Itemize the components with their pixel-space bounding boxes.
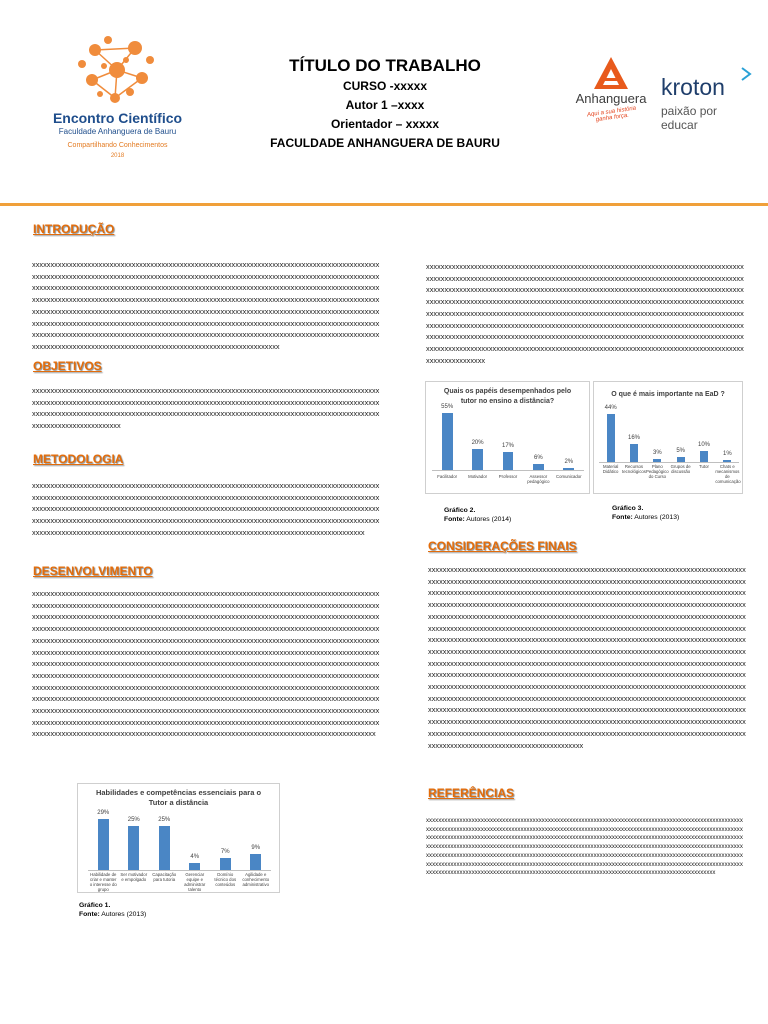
chart-bar: [653, 459, 661, 462]
chart-bar: [607, 414, 615, 462]
bar-value-label: 6%: [534, 454, 543, 461]
grafico-2-caption: [444, 506, 511, 524]
category-label: Tutor: [699, 464, 709, 469]
bar-value-label: 10%: [697, 442, 710, 448]
bar-value-label: 55%: [441, 404, 454, 411]
category-label: Chats e mecanismos de comunicação: [715, 464, 741, 484]
logo-year: 2018: [110, 153, 125, 159]
category-label: Domínio técnico dos conteúdos: [214, 872, 237, 887]
header-divider: [0, 203, 768, 206]
metodologia-text: xxxxxxxxxxxxxxxxxxxxxxxxxxxxxxxxxxxxxxxxxxxxxxxxxxxxxxxxxxxxxxxxxxxxxxxxxxxxxxxxxxxxxxxxxxxxxxxxxxxxxxxxxxxxxxxxxxxxxxxxxxxxxxxxxxxxxxxxxxxxxxxxxxxxxxxxxxxxxxxxxxxxxxxxxxxxxxxxxxxxxxxxxxxxxxxxxxxxxxxxxxxxxxxxxxxxxxxxxxxxxxxxxxxxxxxxxxxxxxxxxxxxxxxxxxxxxxxxxxxxxxxxxxxxxxxxxxxxxxxxxxxxxxxxxxxxxxxxxxxxxxxxxxxxxxxxxxxxxxxxxxxxxxxxxxxxxxxxxxxxxxxxxxxxxxxxxxxxxxxxxxxxxxxxxxxxxxxxxxxxxxxxxxxxxxxxxxxxxxxxxxxxxxxxxxxxxxxxxxxxxxxxxxxxxxxxxxxxxxxxxxxxxxxxxxxxxxxxxxxxxxxxxx: [32, 481, 380, 537]
category-label: Professor: [498, 474, 518, 479]
grafico-3-chart: [593, 381, 743, 494]
bar-value-label: 1%: [722, 451, 732, 457]
logo-title: Encontro Científico: [52, 110, 183, 126]
chart-bar: [630, 444, 638, 462]
grafico-3-source: Fonte: Autores (2013): [612, 514, 680, 521]
chart-bar: [700, 451, 708, 462]
category-label: Recursos tecnológicos: [622, 464, 646, 474]
grafico-1-caption: [79, 901, 146, 919]
grafico-2-chart: [425, 381, 590, 494]
category-label: Agilidade e conhecimento administrativo: [242, 872, 270, 887]
introducao-heading: INTRODUÇÃO: [33, 222, 115, 236]
bar-value-label: 25%: [158, 816, 171, 823]
desenvolvimento-text: xxxxxxxxxxxxxxxxxxxxxxxxxxxxxxxxxxxxxxxxxxxxxxxxxxxxxxxxxxxxxxxxxxxxxxxxxxxxxxxxxxxxxxxxxxxxxxxxxxxxxxxxxxxxxxxxxxxxxxxxxxxxxxxxxxxxxxxxxxxxxxxxxxxxxxxxxxxxxxxxxxxxxxxxxxxxxxxxxxxxxxxxxxxxxxxxxxxxxxxxxxxxxxxxxxxxxxxxxxxxxxxxxxxxxxxxxxxxxxxxxxxxxxxxxxxxxxxxxxxxxxxxxxxxxxxxxxxxxxxxxxxxxxxxxxxxxxxxxxxxxxxxxxxxxxxxxxxxxxxxxxxxxxxxxxxxxxxxxxxxxxxxxxxxxxxxxxxxxxxxxxxxxxxxxxxxxxxxxxxxxxxxxxxxxxxxxxxxxxxxxxxxxxxxxxxxxxxxxxxxxxxxxxxxxxxxxxxxxxxxxxxxxxxxxxxxxxxxxxxxxxxxxxxxxxxxxxxxxxxxxxxxxxxxxxxxxxxxxxxxxxxxxxxxxxxxxxxxxxxxxxxxxxxxxxxxxxxxxxxxxxxxxxxxxxxxxxxxxxxxxxxxxxxxxxxxxxxxxxxxxxxxxxxxxxxxxxxxxxxxxxxxxxxxxxxxxxxxxxxxxxxxxxxxxxxxxxxxxxxxxxxxxxxxxxxxxxxxxxxxxxxxxxxxxxxxxxxxxxxxxxxxxxxxxxxxxxxxxxxxxxxxxxxxxxxxxxxxxxxxxxxxxxxxxxxxxxxxxxxxxxxxxxxxxxxxxxxxxxxxxxxxxxxxxxxxxxxxxxxxxxxxxxxxxxxxxxxxxxxxxxxxxxxxxxxxxxxxxxxxxxxxxxxxxxxxxxxxxxxxxxxxxxxxxxxxxxxxxxxxxxxxxxxxxxxxxxxxxxxxxxxxxxxxxxxxxxxxxxxxxxxxxxxxxxxxxxxxxxxxxxxxxxxxxxxxxxxxxxxxxxxxxxxxxxxxxxxxxxxxxxxxxxxxxxxxxxxxxxxxxxxxxxxxxxxxxxxxxxxxxxxxxxxxxxxxxxxxxxxxxxxxxxxxxxxxxxxxxxxxxxxxxxxxxxxxxxxxxxxxxxxxxxxxxxxxxxxxxxxxxxxxxxxxxxxxxxxxxxxxxxxxxxxxxxxxxxxxxxxxxxxxxxxxxxxxxxxxxxxxxxxxxxxxxxxxxxxxxxxxxxxxxxxxxxxxxxxxxxxxxxxxxxxxxxxxxxxxxxxxxxxxxxxxxxxxxxxxxxxxx: [32, 589, 380, 739]
bar-value-label: 9%: [251, 845, 261, 852]
chart-bar: [533, 464, 544, 470]
chart-bar: [677, 457, 685, 463]
category-label: Capacitação para tutoria: [152, 872, 177, 882]
chart-bar: [128, 826, 139, 870]
grafico-1-chart: [77, 783, 280, 893]
introducao-text: xxxxxxxxxxxxxxxxxxxxxxxxxxxxxxxxxxxxxxxxxxxxxxxxxxxxxxxxxxxxxxxxxxxxxxxxxxxxxxxxxxxxxxxxxxxxxxxxxxxxxxxxxxxxxxxxxxxxxxxxxxxxxxxxxxxxxxxxxxxxxxxxxxxxxxxxxxxxxxxxxxxxxxxxxxxxxxxxxxxxxxxxxxxxxxxxxxxxxxxxxxxxxxxxxxxxxxxxxxxxxxxxxxxxxxxxxxxxxxxxxxxxxxxxxxxxxxxxxxxxxxxxxxxxxxxxxxxxxxxxxxxxxxxxxxxxxxxxxxxxxxxxxxxxxxxxxxxxxxxxxxxxxxxxxxxxxxxxxxxxxxxxxxxxxxxxxxxxxxxxxxxxxxxxxxxxxxxxxxxxxxxxxxxxxxxxxxxxxxxxxxxxxxxxxxxxxxxxxxxxxxxxxxxxxxxxxxxxxxxxxxxxxxxxxxxxxxxxxxxxxxxxxxxxxxxxxxxxxxxxxxxxxxxxxxxxxxxxxxxxxxxxxxxxxxxxxxxxxxxxxxxxxxxxxxxxxxxxxxxxxxxxxxxxxxxxxxxxxxxxxxxxxxxxxxxxxxxxxxxxxxxxxxxxxxxxxxxxxxxxxxxxxxxxxxxxxxxxxxxxxxxxxxxxxxxxxxxxxxxxxxxxxxxxxxxxxxxxxxxxxxxxxxxxxxxxxxxxxxxxxxxxxxxxxxxxxxxxxxxxxxxxxxxxxxxxxxxxxxxxxxxxx: [32, 260, 380, 351]
chart-bar: [723, 460, 731, 462]
metodologia-heading: METODOLOGIA: [33, 452, 124, 466]
chart-bar: [442, 413, 453, 470]
logo-tagline: Compartilhando Conhecimentos: [67, 142, 168, 149]
anhanguera-name: Anhanguera: [575, 91, 647, 106]
author-line: Autor 1 –xxxx: [345, 98, 425, 112]
anhanguera-slogan: Aqui a sua história ganha força.: [586, 105, 637, 124]
molecule-logo-icon: [30, 30, 205, 110]
bar-value-label: 20%: [471, 440, 484, 447]
chart-bar: [189, 863, 200, 870]
grafico-3-label: Gráfico 3.: [612, 505, 644, 512]
category-label: Grupos de discussão: [670, 464, 691, 474]
x-axis-line: [88, 870, 271, 871]
bar-value-label: 29%: [97, 809, 110, 816]
category-label: Gerenciar equipe e administrar talento: [184, 872, 206, 892]
chart-bar: [250, 854, 261, 870]
bar-value-label: 5%: [676, 447, 685, 454]
grafico-1-source: Fonte: Autores (2013): [79, 911, 147, 918]
chart-bar: [220, 858, 231, 870]
kroton-logo: [656, 66, 756, 132]
grafico-3-title: O que é mais importante na EaD ?: [611, 391, 725, 398]
referencias-heading: REFERÊNCIAS: [428, 786, 515, 800]
bar-value-label: 3%: [652, 449, 662, 456]
right-intro-text: xxxxxxxxxxxxxxxxxxxxxxxxxxxxxxxxxxxxxxxxxxxxxxxxxxxxxxxxxxxxxxxxxxxxxxxxxxxxxxxxxxxxxxxxxxxxxxxxxxxxxxxxxxxxxxxxxxxxxxxxxxxxxxxxxxxxxxxxxxxxxxxxxxxxxxxxxxxxxxxxxxxxxxxxxxxxxxxxxxxxxxxxxxxxxxxxxxxxxxxxxxxxxxxxxxxxxxxxxxxxxxxxxxxxxxxxxxxxxxxxxxxxxxxxxxxxxxxxxxxxxxxxxxxxxxxxxxxxxxxxxxxxxxxxxxxxxxxxxxxxxxxxxxxxxxxxxxxxxxxxxxxxxxxxxxxxxxxxxxxxxxxxxxxxxxxxxxxxxxxxxxxxxxxxxxxxxxxxxxxxxxxxxxxxxxxxxxxxxxxxxxxxxxxxxxxxxxxxxxxxxxxxxxxxxxxxxxxxxxxxxxxxxxxxxxxxxxxxxxxxxxxxxxxxxxxxxxxxxxxxxxxxxxxxxxxxxxxxxxxxxxxxxxxxxxxxxxxxxxxxxxxxxxxxxxxxxxxxxxxxxxxxxxxxxxxxxxxxxxxxxxxxxxxxxxxxxxxxxxxxxxxxxxxxxxxxxxxxxxxxxxxxxxxxxxxxxxxxxxxxxxxxxxxxxxxxxxxxxxxxxxxxxxxxxxxxxxxxxxxxxxxxxxxxxxxxxxxxxxxxxxxxxxxxxxxxxxxxxxxxxxxx: [426, 262, 744, 365]
category-label: Facilitador: [437, 474, 458, 479]
bar-value-label: 25%: [127, 816, 140, 823]
bar-value-label: 44%: [604, 404, 617, 411]
consideracoes-text: xxxxxxxxxxxxxxxxxxxxxxxxxxxxxxxxxxxxxxxxxxxxxxxxxxxxxxxxxxxxxxxxxxxxxxxxxxxxxxxxxxxxxxxxxxxxxxxxxxxxxxxxxxxxxxxxxxxxxxxxxxxxxxxxxxxxxxxxxxxxxxxxxxxxxxxxxxxxxxxxxxxxxxxxxxxxxxxxxxxxxxxxxxxxxxxxxxxxxxxxxxxxxxxxxxxxxxxxxxxxxxxxxxxxxxxxxxxxxxxxxxxxxxxxxxxxxxxxxxxxxxxxxxxxxxxxxxxxxxxxxxxxxxxxxxxxxxxxxxxxxxxxxxxxxxxxxxxxxxxxxxxxxxxxxxxxxxxxxxxxxxxxxxxxxxxxxxxxxxxxxxxxxxxxxxxxxxxxxxxxxxxxxxxxxxxxxxxxxxxxxxxxxxxxxxxxxxxxxxxxxxxxxxxxxxxxxxxxxxxxxxxxxxxxxxxxxxxxxxxxxxxxxxxxxxxxxxxxxxxxxxxxxxxxxxxxxxxxxxxxxxxxxxxxxxxxxxxxxxxxxxxxxxxxxxxxxxxxxxxxxxxxxxxxxxxxxxxxxxxxxxxxxxxxxxxxxxxxxxxxxxxxxxxxxxxxxxxxxxxxxxxxxxxxxxxxxxxxxxxxxxxxxxxxxxxxxxxxxxxxxxxxxxxxxxxxxxxxxxxxxxxxxxxxxxxxxxxxxxxxxxxxxxxxxxxxxxxxxxxxxxxxxxxxxxxxxxxxxxxxxxxxxxxxxxxxxxxxxxxxxxxxxxxxxxxxxxxxxxxxxxxxxxxxxxxxxxxxxxxxxxxxxxxxxxxxxxxxxxxxxxxxxxxxxxxxxxxxxxxxxxxxxxxxxxxxxxxxxxxxxxxxxxxxxxxxxxxxxxxxxxxxxxxxxxxxxxxxxxxxxxxxxxxxxxxxxxxxxxxxxxxxxxxxxxxxxxxxxxxxxxxxxxxxxxxxxxxxxxxxxxxxxxxxxxxxxxxxxxxxxxxxxxxxxxxxxxxxxxxxxxxxxxxxxxxxxxxxxxxxxxxxxxxxxxxxxxxxxxxxxxxxxxxxxxxxxxxxxxxxxxxxxxxxxxxxxxxxxxxxxxxxxxxxxxxxxxxxxxxxxxxxxxxxxxxxxxxxxxxxxxxxxxxxxxxxxxxxxxxxxxxxxxxxxxxxxxxxxxxxxxxxxxxxxxxxxxxxxxxxxxxxxxxxxxxxxxxxxxxxxxxxxxxxxxxxxxxxxxxxxxxxxxxxxxxxxxxxxxxxxxxxxxxxxxxxxxxxxxxxxxxxxxxxxxxxxxxxxxxxxxxxxxxxxxxxxxxxxxxxxxxxxxxxxxxxxxxxxxxxxxxxxxxxxxxxxxxxxxxxxxxxxxxxxxxx: [428, 565, 746, 750]
objetivos-heading: OBJETIVOS: [33, 359, 102, 373]
bar-value-label: 2%: [564, 458, 574, 465]
consideracoes-heading: CONSIDERAÇÕES FINAIS: [428, 539, 577, 553]
course-line: CURSO -xxxxx: [342, 79, 428, 93]
chart-bar: [472, 449, 483, 470]
grafico-3-caption: [612, 504, 679, 522]
bar-value-label: 7%: [220, 848, 230, 855]
kroton-chevron-icon: [738, 66, 754, 82]
chart-bar: [159, 826, 170, 870]
objetivos-text: xxxxxxxxxxxxxxxxxxxxxxxxxxxxxxxxxxxxxxxxxxxxxxxxxxxxxxxxxxxxxxxxxxxxxxxxxxxxxxxxxxxxxxxxxxxxxxxxxxxxxxxxxxxxxxxxxxxxxxxxxxxxxxxxxxxxxxxxxxxxxxxxxxxxxxxxxxxxxxxxxxxxxxxxxxxxxxxxxxxxxxxxxxxxxxxxxxxxxxxxxxxxxxxxxxxxxxxxxxxxxxxxxxxxxxxxxxxxxxxxxxxxxxxxxxxxxxxxxxxxxxxxxxxxxxxxxxxxxxxxxxxxxxxxxxxxxxxxxxxxxxxxxx: [32, 386, 380, 431]
bar-value-label: 17%: [501, 443, 514, 450]
grafico-2-title: Quais os papéis desempenhados pelo tutor no ensino a distância?: [443, 388, 572, 405]
grafico-2-source: Fonte: Autores (2014): [444, 516, 512, 523]
advisor-line: Orientador – xxxxx: [330, 117, 440, 131]
poster-header: [215, 55, 555, 153]
anhanguera-triangle-icon: [566, 55, 656, 91]
referencias-text: xxxxxxxxxxxxxxxxxxxxxxxxxxxxxxxxxxxxxxxxxxxxxxxxxxxxxxxxxxxxxxxxxxxxxxxxxxxxxxxxxxxxxxxxxxxxxxxxxxxxxxxxxxxxxxxxxxxxxxxxxxxxxxxxxxxxxxxxxxxxxxxxxxxxxxxxxxxxxxxxxxxxxxxxxxxxxxxxxxxxxxxxxxxxxxxxxxxxxxxxxxxxxxxxxxxxxxxxxxxxxxxxxxxxxxxxxxxxxxxxxxxxxxxxxxxxxxxxxxxxxxxxxxxxxxxxxxxxxxxxxxxxxxxxxxxxxxxxxxxxxxxxxxxxxxxxxxxxxxxxxxxxxxxxxxxxxxxxxxxxxxxxxxxxxxxxxxxxxxxxxxxxxxxxxxxxxxxxxxxxxxxxxxxxxxxxxxxxxxxxxxxxxxxxxxxxxxxxxxxxxxxxxxxxxxxxxxxxxxxxxxxxxxxxxxxxxxxxxxxxxxxxxxxxxxxxxxxxxxxxxxxxxxxxxxxxxxxxxxxxxxxxxxxxxxxxxxxxxxxxxxxxxxxxxxxxxxxxxxxxxxxxxxxxxxxxxxxxxxxxxxxxxxxxxxxxxxxxxxxxxxxxxxxxxxxxxxxxxxxxxxxxxxxxxxxxxxxxxxxxxxxxxxxxxxxxxxxxxxxxxxxxxxxxxxxxxxxxxxxxxxxxxxxxxxxxxxxxxxxxxxxxxxxxxxxxxxxxxxxxxxxxxxxxxxxxxxxxxxx: [426, 817, 743, 877]
category-label: Material Didático: [602, 464, 619, 474]
desenvolvimento-heading: DESENVOLVIMENTO: [33, 564, 153, 578]
poster-title: TÍTULO DO TRABALHO: [289, 56, 481, 75]
bar-value-label: 4%: [190, 853, 200, 860]
x-axis-line: [599, 462, 739, 463]
category-label: Ser motivador e empolgado: [120, 872, 148, 882]
category-label: Habilidade de criar e manter o interesse do grupo: [89, 872, 117, 892]
chart-bar: [563, 468, 574, 470]
chart-bar: [503, 452, 514, 470]
grafico-1-label: Gráfico 1.: [79, 902, 111, 909]
category-label: Plano Pedagógico do Curso: [645, 464, 669, 479]
kroton-tagline: paixão por educar: [661, 104, 718, 132]
chart-bar: [98, 819, 109, 870]
anhanguera-logo: [566, 55, 656, 130]
encontro-cientifico-logo: [30, 30, 205, 175]
grafico-2-label: Gráfico 2.: [444, 507, 476, 514]
institution-line: FACULDADE ANHANGUERA DE BAURU: [270, 136, 500, 150]
kroton-name: kroton: [661, 74, 725, 100]
bar-value-label: 16%: [627, 435, 640, 442]
category-label: Assessor pedagógico: [527, 474, 550, 484]
category-label: Motivador: [468, 474, 488, 479]
x-axis-line: [432, 470, 584, 471]
grafico-1-title: Habilidades e competências essenciais para o Tutor a distância: [95, 788, 262, 807]
logo-subtitle: Faculdade Anhanguera de Bauru: [58, 127, 177, 136]
category-label: Comunicador: [556, 474, 582, 479]
